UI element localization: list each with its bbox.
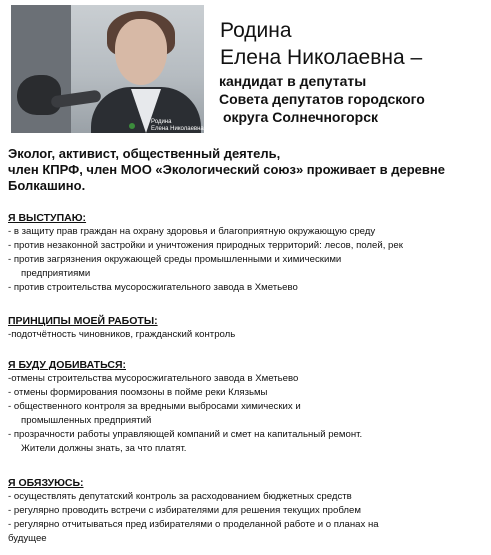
candidate-surname: Родина <box>220 19 292 42</box>
list-item: будущее <box>8 533 47 544</box>
candidate-title-line1: кандидат в депутаты <box>219 73 367 89</box>
list-item: - против незаконной застройки и уничтожения природных территорий: лесов, полей, рек <box>8 240 403 251</box>
candidate-photo <box>11 5 204 133</box>
intro-line2: член КПРФ, член МОО «Экологический союз» проживает в деревне <box>8 162 445 177</box>
photo-caption-line2: Елена Николаевна <box>151 126 204 132</box>
principles-section <box>8 314 488 342</box>
goals-heading: Я БУДУ ДОБИВАТЬСЯ: <box>8 359 126 371</box>
lapel-badge-icon <box>129 123 135 129</box>
portrait-face <box>115 19 167 85</box>
intro-line1: Эколог, активист, общественный деятель, <box>8 146 281 161</box>
list-item: предприятиями <box>21 268 91 279</box>
list-item: - в защиту прав граждан на охрану здоровья и благоприятную окружающую среду <box>8 226 376 237</box>
candidate-given-names: Елена Николаевна – <box>220 46 423 69</box>
obligations-heading: Я ОБЯЗУЮСЬ: <box>8 477 84 489</box>
intro-paragraph <box>8 146 488 194</box>
photo-caption <box>151 119 204 133</box>
list-item: -подотчётность чиновников, гражданский контроль <box>8 329 236 340</box>
list-item: - против загрязнения окружающей среды промышленными и химическими <box>8 254 342 265</box>
list-item: - отмены формирования поомзоны в пойме реки Клязьмы <box>8 387 268 398</box>
goals-section <box>8 358 488 456</box>
obligations-section <box>8 476 488 546</box>
list-item: - осуществлять депутатский контроль за расходованием бюджетных средств <box>8 491 352 502</box>
list-item: -отмены строительства мусоросжигательного завода в Хметьево <box>8 373 299 384</box>
intro-line3: Болкашино. <box>8 178 86 193</box>
list-item: Жители должны знать, за что платят. <box>21 443 187 454</box>
principles-heading: ПРИНЦИПЫ МОЕЙ РАБОТЫ: <box>8 315 158 327</box>
photo-caption-line1: Родина <box>151 119 172 125</box>
list-item: - прозрачности работы управляющей компаний и смет на капитальный ремонт. <box>8 429 363 440</box>
stand-heading: Я ВЫСТУПАЮ: <box>8 212 87 224</box>
candidate-title-line3: округа Солнечногорск <box>223 109 378 125</box>
candidate-title <box>219 72 425 126</box>
list-item: промышленных предприятий <box>21 415 152 426</box>
candidate-name <box>220 17 422 71</box>
list-item: - общественного контроля за вредными выбросами химических и <box>8 401 301 412</box>
stand-section <box>8 211 488 295</box>
list-item: - регулярно отчитываться пред избирателями о проделанной работе и о планах на <box>8 519 379 530</box>
candidate-title-line2: Совета депутатов городского <box>219 91 425 107</box>
list-item: - против строительства мусоросжигательного завода в Хметьево <box>8 282 298 293</box>
list-item: - регулярно проводить встречи с избирателями для решения текущих проблем <box>8 505 361 516</box>
